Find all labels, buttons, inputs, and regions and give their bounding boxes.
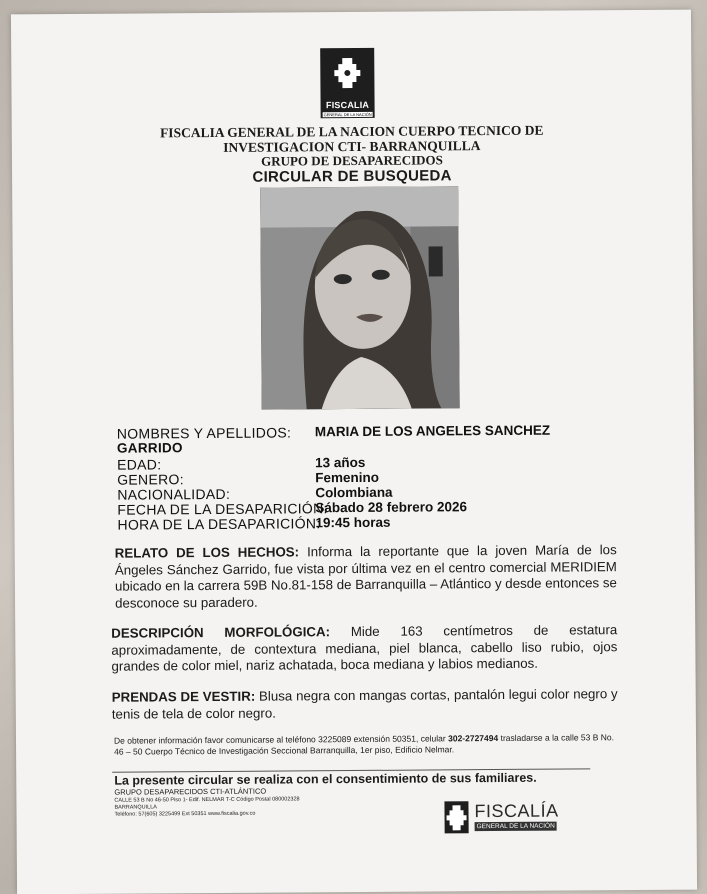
relato-section bbox=[115, 542, 617, 612]
date-value: Sábado 28 febrero 2026 bbox=[315, 499, 468, 516]
missing-person-flyer bbox=[11, 10, 697, 894]
fiscalia-logo bbox=[320, 48, 374, 118]
footer-fiscalia-logo bbox=[444, 801, 564, 838]
time-label: HORA DE LA DESAPARICIÓN: bbox=[117, 515, 321, 533]
gender-value: Femenino bbox=[315, 469, 379, 486]
header-line-2: INVESTIGACION CTI- BARRANQUILLA bbox=[223, 138, 481, 155]
missing-person-photo bbox=[260, 186, 460, 409]
puzzle-emblem-icon bbox=[332, 56, 362, 90]
relato-label: RELATO DE LOS HECHOS: bbox=[114, 544, 300, 561]
contact-info bbox=[114, 732, 624, 758]
relato-text: Informa la reportante que la joven María de los Ángeles Sánchez Garrido, fue vista por última vez en el centro comercial MERIDIEM ubicado en la carrera 59B No.81-158 de Barranquilla – Atlántico y desde entonces se desconoce su paradero. bbox=[114, 542, 617, 611]
contact-part-1: De obtener información favor comunicarse al teléfono 3225089 extensión 50351, celular bbox=[113, 733, 446, 746]
prendas-section bbox=[112, 686, 618, 723]
nationality-label: NACIONALIDAD: bbox=[117, 485, 231, 503]
names-label: NOMBRES Y APELLIDOS: bbox=[116, 424, 292, 442]
descripcion-section bbox=[111, 622, 617, 675]
prendas-label: PRENDAS DE VESTIR: bbox=[111, 688, 256, 705]
footer-logo-title: FISCALÍA bbox=[474, 800, 559, 822]
contact-phone: 302-2727494 bbox=[448, 733, 499, 744]
footer-emblem-icon bbox=[444, 801, 468, 833]
prendas-text: Blusa negra con mangas cortas, pantalón legui color negro y tenis de tela de color negro. bbox=[111, 686, 618, 722]
document-title: CIRCULAR DE BUSQUEDA bbox=[252, 167, 452, 186]
footer-line-1: GRUPO DESAPARECIDOS CTI-ATLÁNTICO bbox=[114, 786, 267, 797]
time-value: 19:45 horas bbox=[315, 514, 391, 531]
age-label: EDAD: bbox=[117, 456, 162, 473]
footer-line-4: Teléfono: 57(605) 3225499 Ext 50351 www.fiscalia.gov.co bbox=[114, 810, 256, 818]
date-label: FECHA DE LA DESAPARICIÓN: bbox=[117, 500, 328, 518]
logo-subtitle: GENERAL DE LA NACIÓN bbox=[323, 111, 372, 118]
names-value: MARIA DE LOS ANGELES SANCHEZ bbox=[314, 422, 551, 440]
names-value-cont: GARRIDO bbox=[116, 440, 183, 456]
nationality-value: Colombiana bbox=[315, 484, 393, 501]
age-value: 13 años bbox=[315, 454, 366, 471]
footer-line-3: BARRANQUILLA bbox=[114, 804, 157, 811]
header-line-1: FISCALIA GENERAL DE LA NACION CUERPO TECNICO DE bbox=[159, 122, 544, 141]
contact-part-2: trasladarse a la calle 53 B No. 46 – 50 Cuerpo Técnico de Investigación Seccional Barranquilla, 1er piso, Edificio Nelmar. bbox=[114, 732, 615, 757]
consent-note: La presente circular se realiza con el consentimiento de sus familiares. bbox=[114, 770, 537, 788]
logo-title: FISCALIA bbox=[325, 99, 370, 111]
gender-label: GENERO: bbox=[117, 471, 184, 488]
footer-line-2: CALLE 53 B No 46-50 Piso 1- Edif. NELMAR T-C Código Postal 080002328 bbox=[114, 796, 300, 804]
header-line-3: GRUPO DE DESAPARECIDOS bbox=[261, 152, 443, 169]
descripcion-label: DESCRIPCIÓN MORFOLÓGICA: bbox=[111, 624, 331, 641]
footer-logo-subtitle: GENERAL DE LA NACIÓN bbox=[475, 822, 557, 832]
descripcion-text: Mide 163 centímetros de estatura aproximadamente, de contextura mediana, piel blanca, cabello liso rubio, ojos grandes de color miel, nariz achatada, boca mediana y labios medianos. bbox=[111, 622, 618, 674]
